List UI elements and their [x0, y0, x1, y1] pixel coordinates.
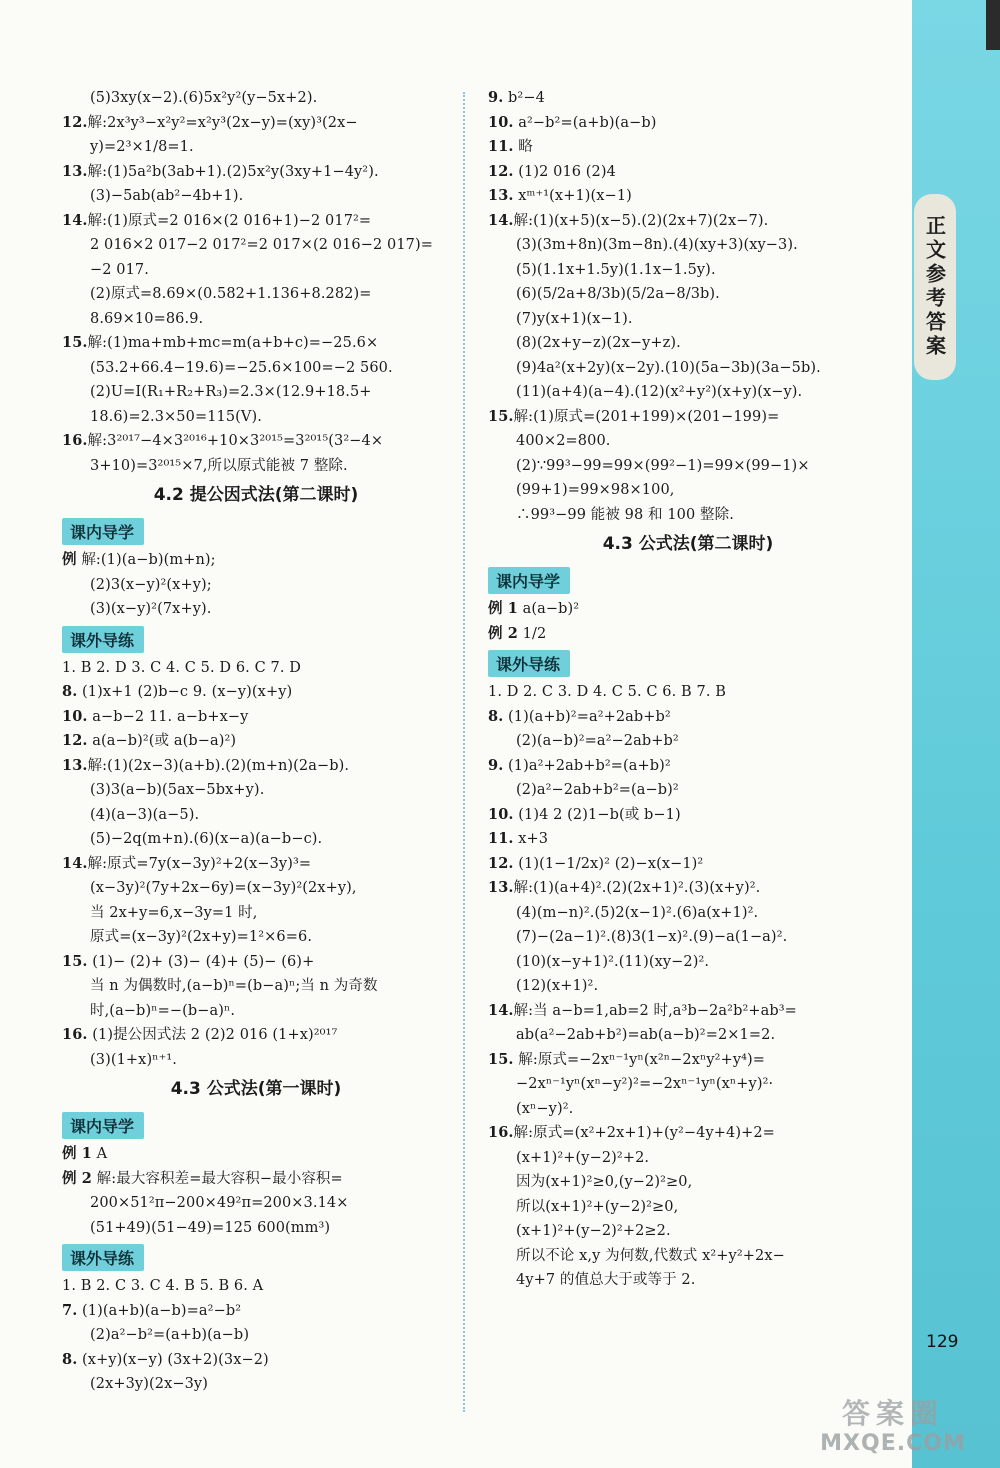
answer-text: (53.2+66.4−19.6)=−25.6×100=−2 560.	[90, 359, 393, 376]
answer-text: A	[91, 1146, 108, 1162]
page-number: 129	[926, 1332, 959, 1352]
answer-text: 解:(1)ma+mb+mc=m(a+b+c)=−25.6×	[87, 335, 379, 351]
answer-line	[62, 754, 450, 779]
answer-text: 原式=(x−3y)²(2x+y)=1²×6=6.	[90, 929, 313, 945]
answer-line	[62, 1142, 450, 1167]
answer-text: (x+y)(x−y) (3x+2)(3x−2)	[77, 1351, 269, 1368]
answer-text: 解:最大容积差=最大容积−最小容积=	[91, 1170, 343, 1187]
question-number: 8.	[62, 683, 78, 700]
answer-text: a(a−b)²(或 a(b−a)²)	[87, 733, 237, 749]
answer-text: 3+10)=3²⁰¹⁵×7,所以原式能被 7 整除.	[90, 457, 348, 474]
answer-text: a²−b²=(a+b)(a−b)	[513, 114, 657, 131]
answer-line	[62, 258, 450, 283]
question-number: 10.	[62, 707, 88, 725]
question-number: 14.	[62, 211, 88, 229]
question-number: 13.	[488, 187, 514, 204]
question-number: 13.	[488, 879, 514, 896]
answer-text: 解:(1)(2x−3)(a+b).(2)(m+n)(2a−b).	[87, 757, 350, 774]
answer-text: (x−3y)²(7y+2x−6y)=(x−3y)²(2x+y),	[90, 880, 357, 896]
side-label-text: 正文参考答案	[922, 215, 947, 359]
watermark-logo	[792, 1398, 994, 1464]
question-number: 13.	[62, 162, 88, 180]
answer-text: (1)4 2 (2)1−b(或 b−1)	[513, 806, 681, 823]
answer-text: 18.6)=2.3×50=115(V).	[90, 408, 262, 425]
answer-text: 解:(1)原式=2 016×(2 016+1)−2 017²=	[87, 212, 372, 229]
question-number: 例	[62, 551, 77, 568]
answer-line	[488, 1146, 888, 1171]
answer-text: (2)a²−2ab+b²=(a−b)²	[516, 782, 679, 798]
question-number: 12.	[488, 162, 514, 180]
answer-line	[488, 852, 888, 877]
answer-line	[488, 86, 888, 111]
section-tag-row	[62, 1240, 450, 1274]
answer-text: 2 016×2 017−2 017²=2 017×(2 016−2 017)=	[90, 237, 433, 253]
answer-line	[488, 380, 888, 405]
answer-text: (x+1)²+(y−2)²+2≥2.	[516, 1223, 671, 1239]
answer-text: 当 n 为偶数时,(a−b)ⁿ=(b−a)ⁿ;当 n 为奇数	[90, 978, 378, 994]
side-notch	[986, 0, 1000, 50]
answer-line	[62, 925, 450, 950]
answer-text: 1. B 2. D 3. C 4. C 5. D 6. C 7. D	[62, 659, 301, 676]
answer-line	[62, 209, 450, 234]
answer-text: ab(a²−2ab+b²)=ab(a−b)²=2×1=2.	[516, 1027, 776, 1043]
answer-line	[488, 680, 888, 705]
answer-text: (51+49)(51−49)=125 600(mm³)	[90, 1219, 331, 1236]
question-number: 14.	[488, 1001, 514, 1019]
question-number: 11.	[488, 138, 514, 155]
answer-line	[62, 1167, 450, 1192]
answer-text: (1)(1−1/2x)² (2)−x(x−1)²	[513, 855, 704, 872]
answer-text: (xⁿ−y)².	[516, 1100, 574, 1117]
answer-line	[488, 478, 888, 503]
section-title: 4.3 公式法(第二课时)	[602, 534, 774, 554]
section-side-label	[914, 194, 956, 380]
answer-line	[488, 876, 888, 901]
answer-text: (11)(a+4)(a−4).(12)(x²+y²)(x+y)(x−y).	[516, 384, 803, 400]
answer-line	[488, 1097, 888, 1122]
answer-text: 因为(x+1)²≥0,(y−2)²≥0,	[516, 1174, 693, 1190]
answer-text: b²−4	[503, 90, 545, 106]
answer-line	[488, 331, 888, 356]
answer-text: −2 017.	[90, 261, 149, 278]
question-number: 11.	[488, 830, 514, 847]
answer-text: (4)(a−3)(a−5).	[90, 806, 200, 823]
answer-text: xᵐ⁺¹(x+1)(x−1)	[513, 188, 632, 204]
answer-line	[488, 405, 888, 430]
answer-line	[62, 1191, 450, 1216]
answer-text: 所以不论 x,y 为何数,代数式 x²+y²+2x−	[516, 1247, 785, 1264]
answer-line	[62, 1048, 450, 1073]
answer-line	[488, 729, 888, 754]
answer-line	[62, 1348, 450, 1373]
answer-line	[488, 705, 888, 730]
section-tag-row	[488, 563, 888, 597]
question-number: 15.	[488, 407, 514, 425]
answer-line	[488, 111, 888, 136]
answer-line	[62, 429, 450, 454]
answer-line	[488, 429, 888, 454]
question-number: 16.	[62, 1026, 88, 1043]
answer-text: (2)3(x−y)²(x+y);	[90, 576, 212, 593]
answer-text: 400×2=800.	[516, 433, 611, 449]
answer-line	[62, 729, 450, 754]
section-title: 4.3 公式法(第一课时)	[170, 1079, 342, 1099]
question-number: 15.	[62, 334, 88, 351]
question-number: 12.	[62, 732, 88, 749]
question-number: 9.	[488, 89, 504, 106]
answer-text: x+3	[513, 831, 549, 847]
answer-line	[62, 827, 450, 852]
answer-text: 解:原式=(x²+2x+1)+(y²−4y+4)+2=	[513, 1125, 775, 1141]
answer-line	[488, 1244, 888, 1269]
answer-line	[62, 548, 450, 573]
answer-text: 时,(a−b)ⁿ=−(b−a)ⁿ.	[90, 1002, 236, 1019]
answer-line	[488, 1195, 888, 1220]
answer-line	[488, 307, 888, 332]
answer-line	[62, 111, 450, 136]
answer-line	[488, 754, 888, 779]
answer-text: (8)(2x+y−z)(2x−y+z).	[516, 335, 681, 351]
answer-line	[62, 1274, 450, 1299]
answer-text: −2xⁿ⁻¹yⁿ(xⁿ−y²)²=−2xⁿ⁻¹yⁿ(xⁿ+y)²·	[516, 1076, 774, 1092]
answer-line	[488, 135, 888, 160]
answer-text: 解:原式=7y(x−3y)²+2(x−3y)³=	[87, 855, 312, 872]
answer-line	[62, 1372, 450, 1397]
question-number: 16.	[62, 432, 88, 449]
section-tag-row	[62, 1108, 450, 1142]
answer-text: (1)− (2)+ (3)− (4)+ (5)− (6)+	[87, 953, 315, 970]
answer-text: (2)U=I(R₁+R₂+R₃)=2.3×(12.9+18.5+	[90, 384, 372, 400]
answer-line	[62, 803, 450, 828]
answer-text: 所以(x+1)²+(y−2)²≥0,	[516, 1198, 679, 1215]
answer-line	[488, 1048, 888, 1073]
answer-text: 解:2x³y³−x²y²=x²y³(2x−y)=(xy)³(2x−	[87, 114, 358, 131]
right-column	[488, 86, 888, 1293]
answer-line	[62, 1216, 450, 1241]
answer-text: (2)原式=8.69×(0.582+1.136+8.282)=	[90, 286, 372, 302]
answer-line	[62, 1299, 450, 1324]
answer-text: (1)a²+2ab+b²=(a+b)²	[503, 757, 671, 774]
question-number: 14.	[62, 854, 88, 872]
answer-text: 1. B 2. C 3. C 4. B 5. B 6. A	[62, 1278, 264, 1294]
section-tag-row	[62, 622, 450, 656]
question-number: 10.	[488, 113, 514, 131]
answer-line	[62, 184, 450, 209]
answer-text: (5)−2q(m+n).(6)(x−a)(a−b−c).	[90, 831, 323, 847]
answer-text: 解:(1)(x+5)(x−5).(2)(2x+7)(2x−7).	[513, 212, 769, 229]
answer-line	[62, 86, 450, 111]
answer-text: a−b−2 11. a−b+x−y	[87, 708, 249, 725]
question-number: 例 2	[488, 624, 518, 642]
column-divider	[463, 92, 465, 1412]
answer-line	[62, 680, 450, 705]
answer-line	[62, 307, 450, 332]
answer-line	[62, 356, 450, 381]
answer-text: 解:(1)5a²b(3ab+1).(2)5x²y(3xy+1−4y²).	[87, 163, 379, 180]
answer-line	[62, 852, 450, 877]
answer-line	[62, 705, 450, 730]
answer-text: 解:(1)原式=(201+199)×(201−199)=	[513, 408, 780, 425]
answer-line	[488, 803, 888, 828]
question-number: 13.	[62, 756, 88, 774]
answer-line	[488, 901, 888, 926]
answer-text: 解:(1)(a+4)².(2)(2x+1)².(3)(x+y)².	[513, 880, 761, 896]
question-number: 12.	[488, 854, 514, 872]
question-number: 9.	[488, 756, 504, 774]
answer-text: 解:原式=−2xⁿ⁻¹yⁿ(x²ⁿ−2xⁿy²+y⁴)=	[513, 1051, 766, 1068]
watermark-bottom: MXQE.COM	[820, 1431, 966, 1456]
answer-text: (x+1)²+(y−2)²+2.	[516, 1149, 650, 1166]
question-number: 14.	[488, 211, 514, 229]
answer-line	[62, 656, 450, 681]
answer-text: (2)∵99³−99=99×(99²−1)=99×(99−1)×	[516, 457, 810, 474]
answer-text: (5)3xy(x−2).(6)5x²y²(y−5x+2).	[90, 90, 318, 106]
answer-text: (9)4a²(x+2y)(x−2y).(10)(5a−3b)(3a−5b).	[516, 359, 821, 376]
answer-line	[488, 950, 888, 975]
answer-line	[62, 282, 450, 307]
answer-text: (7)y(x+1)(x−1).	[516, 310, 633, 327]
answer-line	[488, 454, 888, 479]
question-number: 7.	[62, 1301, 78, 1319]
answer-text: (1)(a+b)(a−b)=a²−b²	[77, 1302, 242, 1319]
answer-line	[62, 901, 450, 926]
question-number: 16.	[488, 1124, 514, 1141]
answer-text: 解:3²⁰¹⁷−4×3²⁰¹⁶+10×3²⁰¹⁵=3²⁰¹⁵(3²−4×	[87, 433, 384, 449]
answer-line	[488, 356, 888, 381]
answer-line	[62, 778, 450, 803]
answer-line	[488, 1072, 888, 1097]
answer-text: (3)3(a−b)(5ax−5bx+y).	[90, 782, 265, 798]
answer-text: 200×51²π−200×49²π=200×3.14×	[90, 1195, 349, 1211]
answer-text: (1)x+1 (2)b−c 9. (x−y)(x+y)	[77, 684, 293, 700]
answer-line	[62, 380, 450, 405]
section-tag: 课外导练	[62, 1244, 144, 1271]
answer-line	[488, 1219, 888, 1244]
watermark-top: 答案圈	[841, 1397, 944, 1430]
answer-text: (2)a²−b²=(a+b)(a−b)	[90, 1327, 250, 1343]
answer-line	[62, 405, 450, 430]
answer-text: (3)(3m+8n)(3m−8n).(4)(xy+3)(xy−3).	[516, 237, 798, 253]
answer-text: (3)(x−y)²(7x+y).	[90, 601, 212, 617]
answer-line	[488, 1268, 888, 1293]
answer-line	[62, 233, 450, 258]
answer-text: (10)(x−y+1)².(11)(xy−2)².	[516, 953, 710, 970]
answer-text: (1)(a+b)²=a²+2ab+b²	[503, 708, 671, 725]
answer-line	[62, 160, 450, 185]
answer-text: 略	[513, 139, 533, 155]
answer-text: ∴99³−99 能被 98 和 100 整除.	[516, 506, 734, 523]
question-number: 例 1	[62, 1145, 92, 1162]
left-column	[62, 86, 450, 1397]
answer-line	[488, 282, 888, 307]
answer-text: (99+1)=99×98×100,	[516, 482, 675, 498]
answer-line	[488, 974, 888, 999]
answer-line	[488, 258, 888, 283]
section-tag: 课内导学	[488, 567, 570, 594]
answer-line	[62, 454, 450, 479]
question-number: 15.	[488, 1050, 514, 1068]
answer-text: 1/2	[517, 625, 547, 642]
section-tag: 课外导练	[62, 626, 144, 653]
answer-line	[62, 950, 450, 975]
answer-line	[488, 597, 888, 622]
answer-line	[62, 331, 450, 356]
question-number: 12.	[62, 113, 88, 131]
question-number: 8.	[62, 1350, 78, 1368]
answer-line	[488, 233, 888, 258]
answer-line	[488, 827, 888, 852]
answer-text: 解:当 a−b=1,ab=2 时,a³b−2a²b²+ab³=	[513, 1002, 797, 1019]
answer-text: a(a−b)²	[517, 601, 580, 617]
section-tag-row	[488, 646, 888, 680]
answer-line	[62, 876, 450, 901]
answer-line	[488, 622, 888, 647]
answer-line	[62, 573, 450, 598]
section-tag-row	[62, 514, 450, 548]
question-number: 例 1	[488, 600, 518, 617]
question-number: 例 2	[62, 1169, 92, 1187]
answer-text: (12)(x+1)².	[516, 978, 599, 994]
answer-line	[62, 999, 450, 1024]
answer-text: 1. D 2. C 3. D 4. C 5. C 6. B 7. B	[488, 684, 727, 700]
answer-text: (1)提公因式法 2 (2)2 016 (1+x)²⁰¹⁷	[87, 1027, 338, 1043]
answer-text: (1)2 016 (2)4	[513, 163, 616, 180]
answer-line	[62, 1023, 450, 1048]
answer-line	[488, 184, 888, 209]
question-number: 8.	[488, 707, 504, 725]
answer-line	[62, 1323, 450, 1348]
answer-text: 8.69×10=86.9.	[90, 310, 204, 327]
question-number: 15.	[62, 952, 88, 970]
answer-line	[488, 1170, 888, 1195]
section-tag: 课内导学	[62, 1112, 144, 1139]
answer-line	[62, 135, 450, 160]
answer-text: (2)(a−b)²=a²−2ab+b²	[516, 733, 679, 749]
answer-text: y)=2³×1/8=1.	[90, 139, 194, 155]
section-tag: 课内导学	[62, 518, 144, 545]
answer-text: 4y+7 的值总大于或等于 2.	[516, 1272, 696, 1288]
answer-line	[488, 160, 888, 185]
answer-line	[488, 999, 888, 1024]
answer-line	[488, 1023, 888, 1048]
question-number: 10.	[488, 805, 514, 823]
answer-line	[488, 778, 888, 803]
answer-text: (2x+3y)(2x−3y)	[90, 1376, 208, 1392]
answer-text: (6)(5/2a+8/3b)(5/2a−8/3b).	[516, 286, 720, 302]
answer-line	[488, 209, 888, 234]
answer-line	[62, 974, 450, 999]
answer-line	[488, 1121, 888, 1146]
answer-line	[488, 503, 888, 528]
answer-line	[62, 597, 450, 622]
section-tag: 课外导练	[488, 650, 570, 677]
answer-text: (3)(1+x)ⁿ⁺¹.	[90, 1051, 177, 1068]
answer-text: 解:(1)(a−b)(m+n);	[76, 552, 216, 568]
section-title: 4.2 提公因式法(第二课时)	[153, 485, 359, 505]
answer-text: (5)(1.1x+1.5y)(1.1x−1.5y).	[516, 261, 716, 278]
answer-text: 当 2x+y=6,x−3y=1 时,	[90, 904, 258, 921]
answer-line	[488, 925, 888, 950]
answer-text: (7)−(2a−1)².(8)3(1−x)².(9)−a(1−a)².	[516, 929, 788, 945]
answer-text: (4)(m−n)².(5)2(x−1)².(6)a(x+1)².	[516, 904, 759, 921]
answer-text: (3)−5ab(ab²−4b+1).	[90, 188, 244, 204]
